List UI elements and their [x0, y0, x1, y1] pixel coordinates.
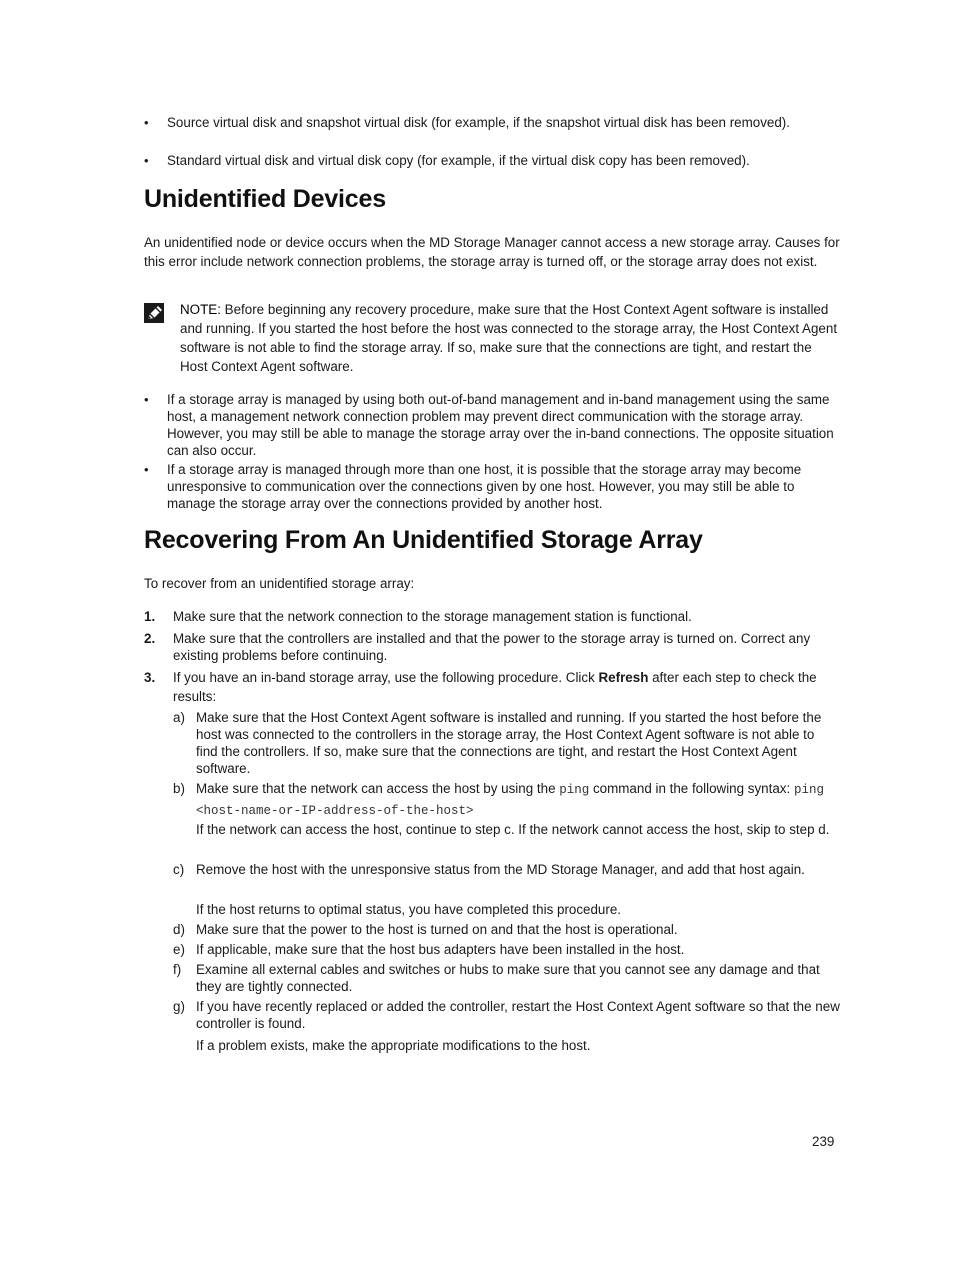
- list-item: If a storage array is managed through more than one host, it is possible that the storage array may become unresponsive to communication over the connections given by one host. However, you may still be able to manage the storage array over the connections provided by another host.: [167, 462, 802, 511]
- note-block: [180, 300, 842, 376]
- bullet-glyph: •: [144, 392, 149, 407]
- substep-text: If applicable, make sure that the host bus adapters have been installed in the host.: [196, 942, 685, 957]
- list-item: Source virtual disk and snapshot virtual disk (for example, if the snapshot virtual disk has been removed).: [167, 115, 790, 130]
- substep-label: d): [173, 922, 185, 937]
- list-item: Standard virtual disk and virtual disk copy (for example, if the virtual disk copy has been removed).: [167, 153, 750, 168]
- substep-label: e): [173, 942, 185, 957]
- substep-text: Remove the host with the unresponsive status from the MD Storage Manager, and add that host again.: [196, 862, 805, 877]
- substep-text: Make sure that the power to the host is turned on and that the host is operational.: [196, 922, 678, 937]
- note-label: NOTE:: [180, 302, 221, 317]
- section-heading-unidentified-devices: Unidentified Devices: [144, 185, 386, 213]
- substep-followup: If the host returns to optimal status, you have completed this procedure.: [196, 902, 622, 917]
- bullet-glyph: •: [144, 115, 149, 130]
- step-number: 3.: [144, 670, 156, 685]
- substep-text: [196, 779, 836, 821]
- list-item: If a storage array is managed by using both out-of-band management and in-band management using the same host, a management network connection problem may prevent direct communication with the storage array. However, you may still be able to manage the storage array over the in-band connections. The opposite situation can also occur.: [167, 392, 834, 458]
- code-ping-syntax: ping <host-name-or-IP-address-of-the-host>: [196, 783, 824, 818]
- code-ping: ping: [559, 783, 590, 797]
- step-text: Make sure that the controllers are installed and that the power to the storage array is turned on. Correct any existing problems before continuing.: [173, 631, 811, 663]
- substep-text: Examine all external cables and switches or hubs to make sure that you cannot see any damage and that they are tightly connected.: [196, 962, 820, 994]
- substep-label: c): [173, 862, 185, 877]
- substep-followup: If the network can access the host, continue to step c. If the network cannot access the host, skip to step d.: [196, 822, 830, 837]
- step-text-part: If you have an in-band storage array, use the following procedure. Click: [173, 670, 599, 685]
- bullet-glyph: •: [144, 153, 149, 168]
- step-number: 2.: [144, 631, 156, 646]
- step-number: 1.: [144, 609, 156, 624]
- intro-paragraph: To recover from an unidentified storage array:: [144, 576, 415, 591]
- note-text: Before beginning any recovery procedure, make sure that the Host Context Agent software is installed and running. If you started the host before the host was connected to the storage array, the Host Context Agent software is not able to find the storage array. If so, make sure that the connections are tight, and restart the Host Context Agent software.: [180, 302, 838, 374]
- page-number: 239: [812, 1134, 835, 1149]
- refresh-label: Refresh: [598, 670, 649, 685]
- section-heading-recovering: Recovering From An Unidentified Storage Array: [144, 526, 703, 554]
- substep-label: g): [173, 999, 185, 1014]
- substep-text: Make sure that the Host Context Agent software is installed and running. If you started the host before the host was connected to the controllers in the storage array, the Host Context Agent software is not able to find the controllers. If so, make sure that the connections are tight, and restart the Host Context Agent software.: [196, 710, 822, 776]
- substep-text-part: command in the following syntax:: [589, 781, 794, 796]
- substep-label: a): [173, 710, 185, 725]
- pencil-note-icon: [144, 302, 166, 324]
- step-text-part: after each step to check the results:: [173, 670, 817, 704]
- intro-paragraph: An unidentified node or device occurs when the MD Storage Manager cannot access a new storage array. Causes for this error include network connection problems, the storage array is turned off, or the storage array does not exist.: [144, 235, 840, 269]
- step-text: [173, 668, 833, 706]
- step-text: Make sure that the network connection to the storage management station is functional.: [173, 609, 692, 624]
- bullet-glyph: •: [144, 462, 149, 477]
- substep-label: f): [173, 962, 182, 977]
- substep-text: If you have recently replaced or added the controller, restart the Host Context Agent software so that the new controller is found.: [196, 999, 840, 1031]
- substep-label: b): [173, 781, 185, 796]
- substep-followup: If a problem exists, make the appropriate modifications to the host.: [196, 1038, 591, 1053]
- substep-text-part: Make sure that the network can access the host by using the: [196, 781, 560, 796]
